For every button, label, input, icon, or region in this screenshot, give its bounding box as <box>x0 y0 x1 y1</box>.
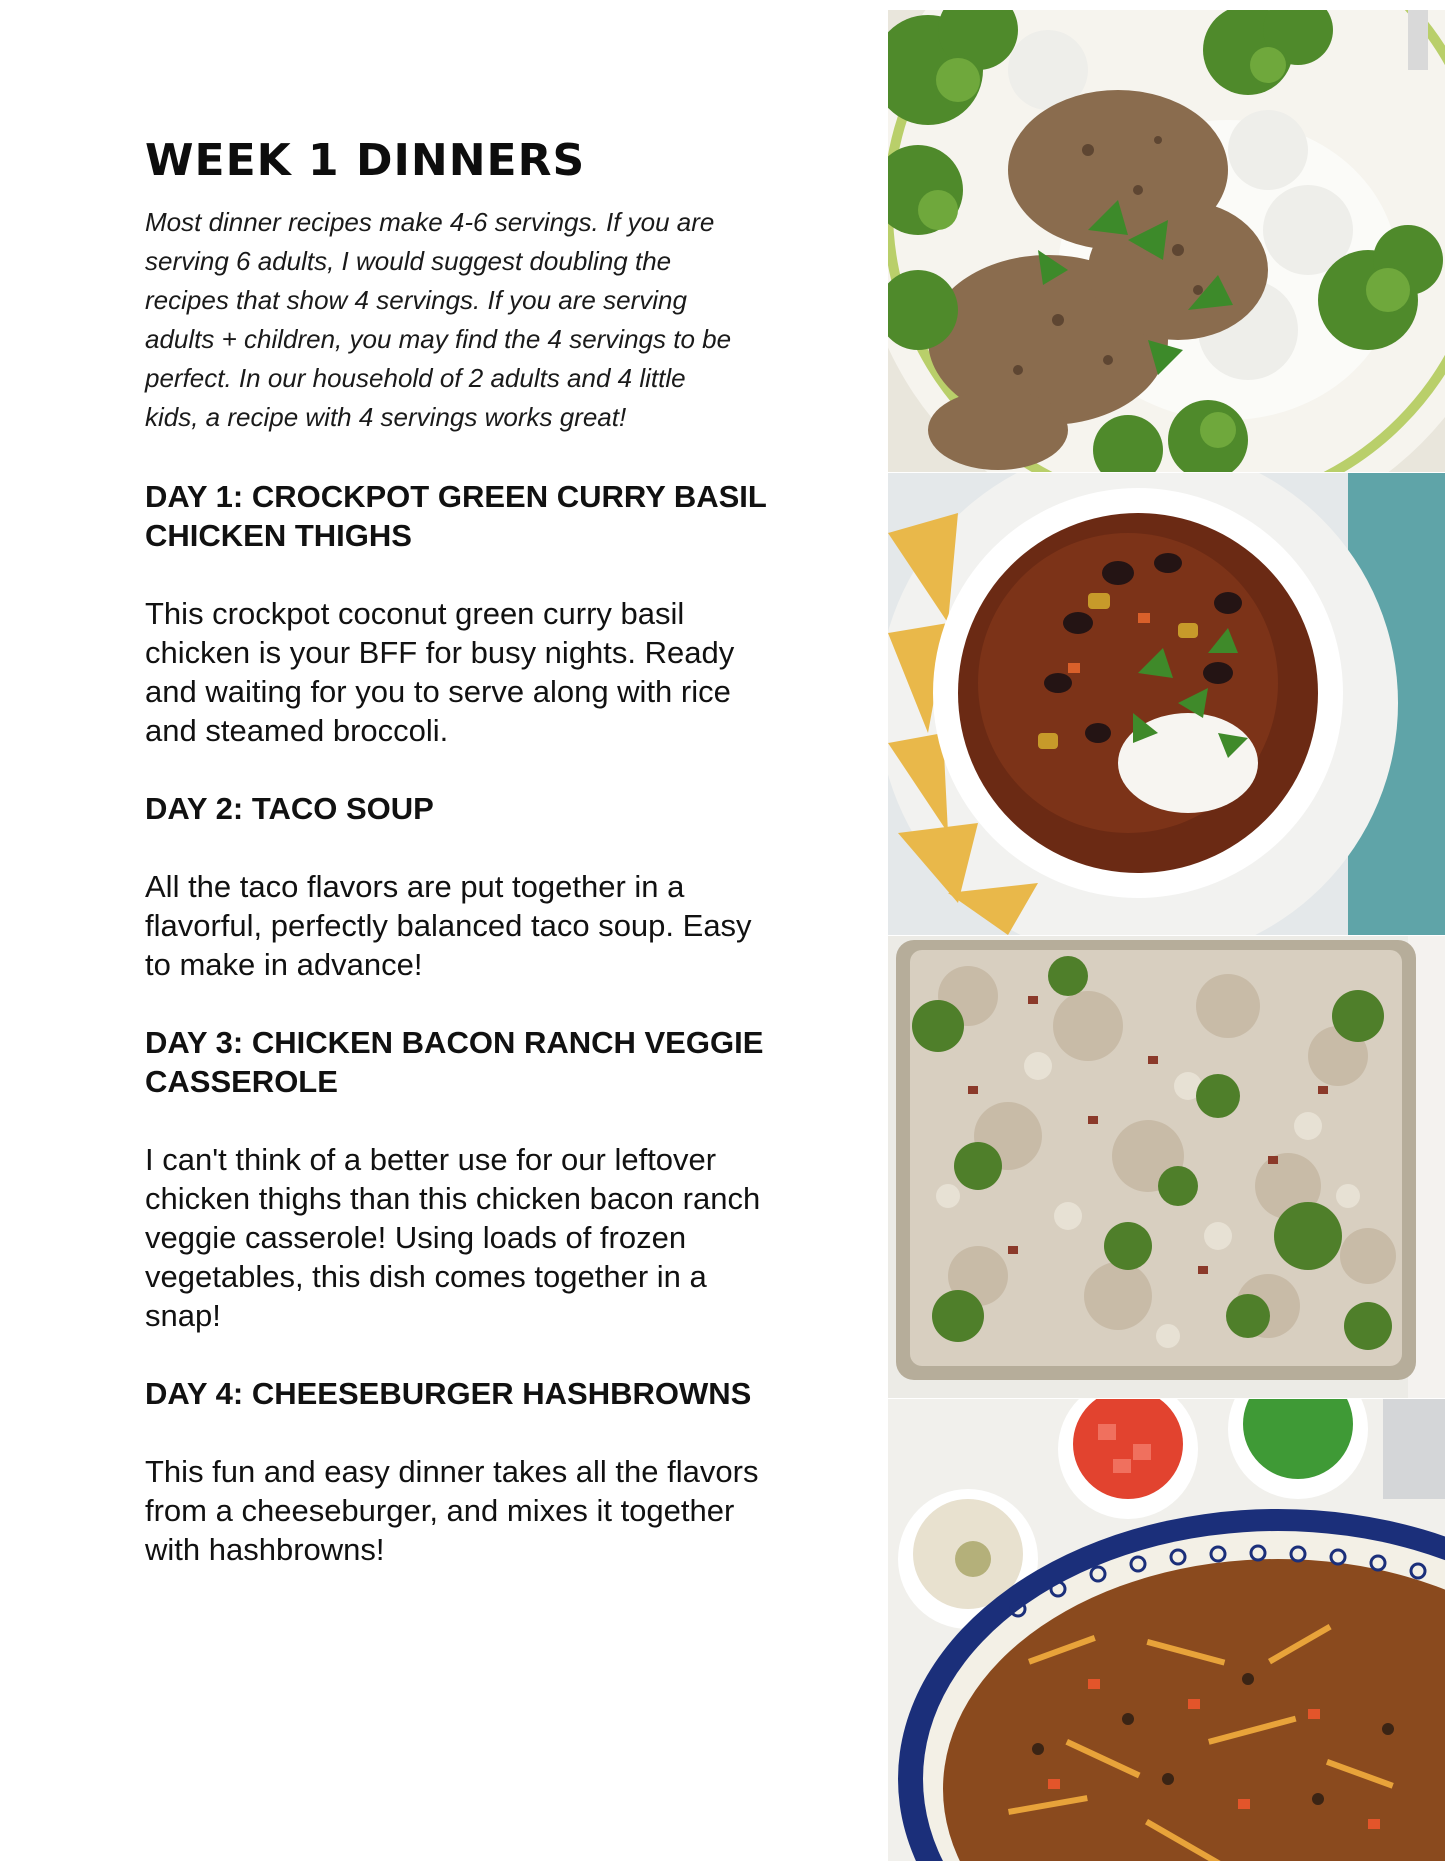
day-2-description: All the taco flavors are put together in a flavorful, perfectly balanced taco soup. Easy to make in advance! <box>145 869 752 982</box>
intro-paragraph: Most dinner recipes make 4-6 servings. If you are serving 6 adults, I would suggest doubling the recipes that show 4 servings. If you are serving adults + children, you may find the 4 servings to be perfect. In our household of 2 adults and 4 little kids, a recipe with 4 servings works great! <box>145 207 732 432</box>
page-title: WEEK 1 DINNERS <box>145 135 586 186</box>
day-3-heading: DAY 3: CHICKEN BACON RANCH VEGGIE CASSEROLE <box>145 1025 764 1099</box>
day-1-description: This crockpot coconut green curry basil chicken is your BFF for busy nights. Ready and waiting for you to serve along with rice and steamed broccoli. <box>145 596 735 748</box>
curry-chicken-photo <box>888 10 1445 472</box>
day-4-description: This fun and easy dinner takes all the flavors from a cheeseburger, and mixes it together with hashbrowns! <box>145 1454 759 1567</box>
taco-soup-photo <box>888 473 1445 935</box>
text-column <box>145 135 785 1608</box>
day-2-heading: DAY 2: TACO SOUP <box>145 791 434 826</box>
photo-column <box>888 10 1445 1861</box>
day-3-description: I can't think of a better use for our leftover chicken thighs than this chicken bacon ranch veggie casserole! Using loads of frozen vegetables, this dish comes together in a snap! <box>145 1142 761 1333</box>
day-4-heading: DAY 4: CHEESEBURGER HASHBROWNS <box>145 1376 752 1411</box>
cheeseburger-hashbrowns-photo <box>888 1399 1445 1861</box>
casserole-photo <box>888 936 1445 1398</box>
day-1-heading: DAY 1: CROCKPOT GREEN CURRY BASIL CHICKEN THIGHS <box>145 479 767 553</box>
